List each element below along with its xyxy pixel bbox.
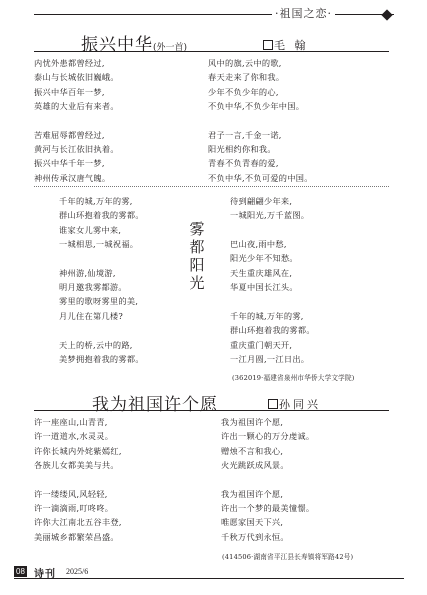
verse-line: 许出一颗心的万分虔诚。 [221, 431, 315, 442]
poem-divider [34, 186, 389, 187]
poem1-subtitle: (外一首) [153, 43, 188, 53]
magazine-name: 诗刊 [34, 569, 56, 580]
verse-line: 月儿住在第几楼? [59, 310, 124, 321]
verse-line: 许你大江南北五谷丰登, [34, 517, 122, 528]
poem3-author-name: 孙同兴 [279, 398, 321, 411]
author-box-icon [268, 399, 278, 409]
poem1-title-rule [34, 51, 389, 52]
verse-line: 振兴中华百年一梦, [34, 86, 105, 97]
verse-line: 少年不负少年的心, [208, 86, 279, 97]
stanza [59, 338, 144, 367]
poem2-title-vertical [188, 220, 206, 292]
footer-rule [14, 578, 404, 579]
section-header-rule [34, 14, 394, 15]
stanza [34, 487, 122, 544]
verse-line: 不负中华,不负可爱的中国。 [208, 172, 313, 183]
verse-line: 阳光相约你和我。 [208, 144, 276, 155]
verse-line: 神州游,仙境游, [59, 267, 116, 278]
stanza [230, 237, 315, 294]
verse-line: 许你长城内外姹紫嫣红, [34, 445, 122, 456]
verse-line: 赠烛不言和我心, [221, 445, 284, 456]
verse-line: 青春不负青春的爱, [208, 158, 279, 169]
poem1-left-column [34, 56, 119, 185]
verse-line: 泰山与长城依旧巍峨。 [34, 72, 119, 83]
verse-line: 谁家女儿雾中来, [59, 224, 122, 235]
poem2-left-column [59, 194, 144, 366]
verse-line: 君子一言,千金一诺, [208, 129, 282, 140]
verse-line: 不负中华,不负少年中国。 [208, 100, 305, 111]
verse-line: 唯愿家国天下兴, [221, 517, 284, 528]
verse-line: 黄河与长江依旧执着。 [34, 144, 119, 155]
verse-line: 各族儿女都美美与共。 [34, 459, 119, 470]
poem2-title-char: 都 [189, 238, 205, 256]
issue-number: 2025/6 [66, 567, 89, 576]
poem3-title: 我为祖国许个愿 [92, 395, 218, 415]
verse-line: 火光跳跃成风景。 [221, 459, 289, 470]
poem1-right-column [208, 56, 313, 185]
stanza [34, 56, 119, 113]
verse-line: 美梦拥抱着我的雾都。 [59, 353, 144, 364]
verse-line: 天上的桥,云中的路, [59, 339, 133, 350]
verse-line: 千秋万代到永恒。 [221, 531, 289, 542]
stanza [230, 194, 315, 223]
verse-line: 明月邀我雾都游。 [59, 282, 127, 293]
poem3-left-column [34, 415, 122, 544]
verse-line: 许一缕缕风,风轻轻, [34, 488, 108, 499]
verse-line: 神州传承汉唐气魄。 [34, 172, 111, 183]
verse-line: 巴山夜,雨中愁, [230, 239, 287, 250]
verse-line: 华夏中国长江头。 [230, 282, 298, 293]
stanza [230, 309, 315, 366]
verse-line: 许一座座山,山青青, [34, 417, 108, 427]
poem2-right-column [230, 194, 315, 366]
poem3-right-column [221, 415, 314, 544]
verse-line: 内忧外患都曾经过, [34, 58, 105, 68]
verse-line: 天生重庆雄风在, [230, 267, 293, 278]
stanza [59, 266, 144, 323]
poem2-address: (362019·福建省泉州市华侨大学文学院) [232, 374, 355, 382]
stanza [221, 487, 314, 544]
diamond-ornament-icon [379, 7, 395, 23]
stanza [221, 415, 314, 472]
poem2-title-char: 光 [189, 274, 205, 292]
verse-line: 待到翩翩少年来, [230, 196, 293, 206]
verse-line: 春天走来了你和我。 [208, 72, 285, 83]
section-label: ·祖国之恋· [272, 5, 335, 21]
verse-line: 千年的城,万年的雾, [59, 196, 133, 206]
verse-line: 千年的城,万年的雾, [230, 310, 304, 321]
stanza [208, 56, 313, 113]
stanza [208, 128, 313, 185]
poem2-title-char: 雾 [189, 220, 205, 238]
stanza [34, 415, 122, 472]
poem3-title-rule [34, 410, 389, 411]
verse-line: 许一滴滴雨,叮咚咚。 [34, 503, 114, 514]
verse-line: 英雄的大业后有来者。 [34, 100, 119, 111]
verse-line: 一城阳光,万千蓝图。 [230, 210, 310, 221]
verse-line: 许出一个梦的最美憧憬。 [221, 503, 315, 514]
verse-line: 群山环抱着我的雾都。 [59, 210, 144, 221]
verse-line: 阳光少年不知愁。 [230, 253, 298, 264]
poem2-title-char: 阳 [189, 256, 205, 274]
verse-line: 一江月圆,一江日出。 [230, 353, 310, 364]
verse-line: 我为祖国许个愿, [221, 417, 284, 427]
stanza [59, 194, 144, 251]
verse-line: 雾里的歌呀雾里的美, [59, 296, 139, 307]
verse-line: 重庆重门朝天开, [230, 339, 293, 350]
verse-line: 振兴中华千年一梦, [34, 158, 105, 169]
poem3-address: (414506·湖南省平江县长寿镇将军路42号) [222, 553, 354, 561]
poem1-title: 振兴中华 [81, 35, 153, 55]
verse-line: 风中的旗,云中的歌, [208, 58, 282, 68]
author-box-icon [263, 40, 273, 50]
verse-line: 美丽城乡都繁荣昌盛。 [34, 531, 119, 542]
poem1-author-name: 毛 翰 [274, 39, 309, 52]
verse-line: 我为祖国许个愿, [221, 488, 284, 499]
verse-line: 群山环抱着我的雾都。 [230, 325, 315, 336]
page-number: 08 [14, 566, 27, 577]
verse-line: 许一道道水,水灵灵。 [34, 431, 114, 442]
verse-line: 一城相思,一城祝福。 [59, 238, 139, 249]
stanza [34, 128, 119, 185]
verse-line: 苦难屈辱都曾经过, [34, 129, 105, 140]
